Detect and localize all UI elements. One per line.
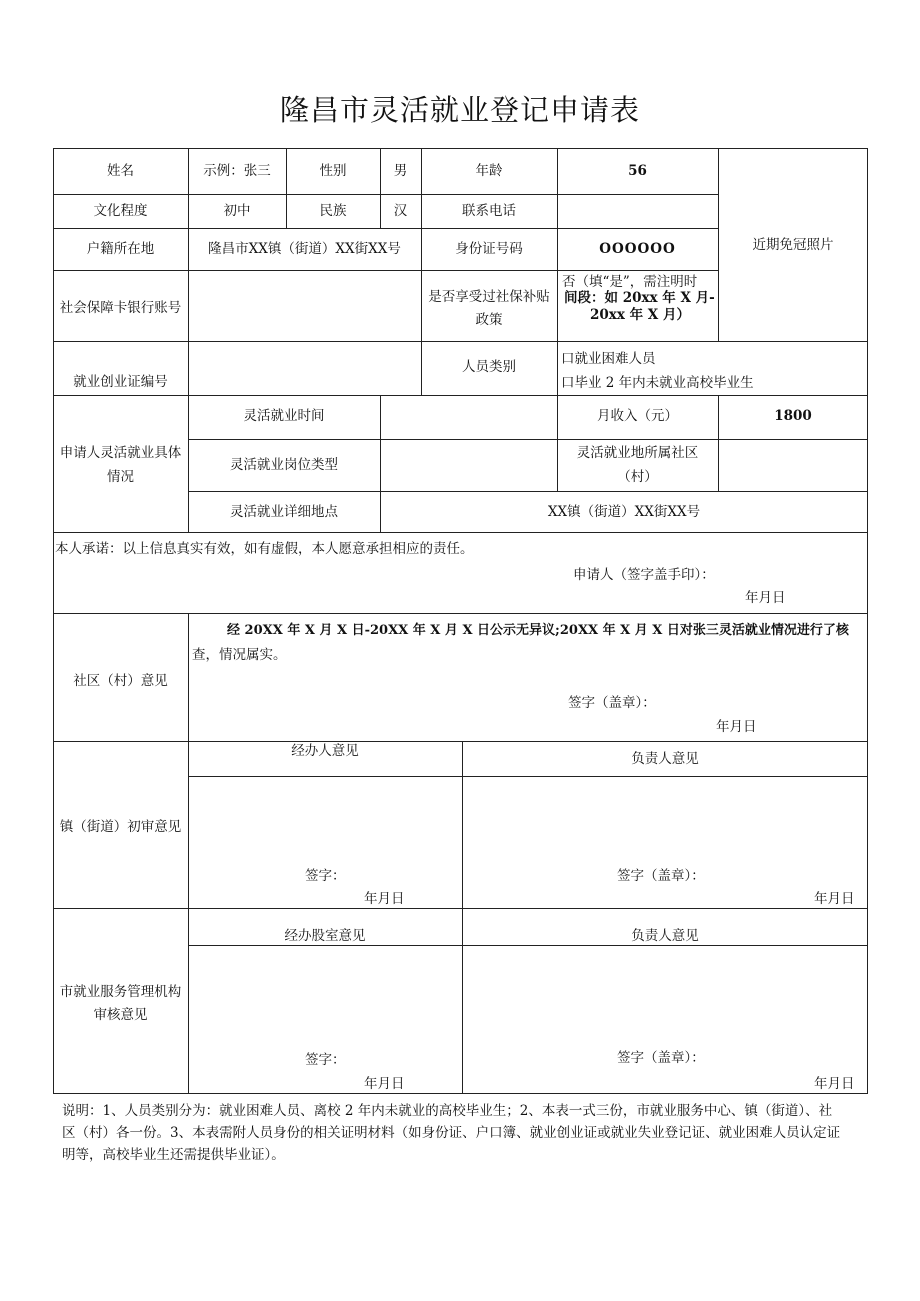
- work-address-value[interactable]: XX镇（街道）XX街XX号: [547, 504, 701, 520]
- grid-line: [53, 228, 718, 229]
- grid-line: [188, 776, 868, 777]
- subsidy-value[interactable]: 20xx 年 X 月）: [590, 307, 690, 323]
- category-option-hard-to-employ[interactable]: 口就业困难人员: [561, 351, 656, 367]
- form-notes: [62, 1100, 862, 1166]
- city-review-label: 市就业服务管理机构: [59, 984, 182, 1000]
- form-title: 隆昌市灵活就业登记申请表: [279, 93, 640, 127]
- hukou-value[interactable]: 隆昌市XX镇（街道）XX街XX号: [208, 241, 401, 257]
- grid-line: [188, 491, 868, 492]
- grid-line: [53, 341, 868, 342]
- grid-line: [188, 613, 189, 1094]
- work-address-label: 灵活就业详细地点: [230, 504, 338, 520]
- note-line: 说明：1、人员类别分为：就业困难人员、离校 2 年内未就业的高校毕业生；2、本表一式三份，市就业服务中心、镇（街道）、社: [62, 1103, 833, 1119]
- city-leader-date[interactable]: 年月日: [814, 1076, 855, 1092]
- detail-section-label: 情况: [107, 469, 134, 485]
- city-review-label: 审核意见: [93, 1007, 148, 1023]
- ethnicity-value[interactable]: 汉: [393, 203, 408, 219]
- monthly-income-value[interactable]: 1800: [774, 408, 812, 424]
- id-number-value[interactable]: OOOOOO: [599, 241, 676, 257]
- grid-line: [53, 270, 718, 271]
- detail-section-label: 申请人灵活就业具体: [59, 445, 182, 461]
- hukou-label: 户籍所在地: [86, 241, 155, 257]
- city-handler-sign[interactable]: 签字：: [305, 1052, 346, 1068]
- work-community-label: （村）: [617, 469, 658, 485]
- category-option-graduate[interactable]: 口毕业 2 年内未就业高校毕业生: [561, 375, 754, 391]
- grid-line: [53, 613, 868, 614]
- note-line: 明等，高校毕业生还需提供毕业证）。: [62, 1147, 285, 1163]
- grid-line: [462, 741, 463, 1094]
- applicant-sign-label[interactable]: 申请人（签字盖手印）：: [573, 567, 715, 583]
- grid-line: [53, 194, 718, 195]
- town-leader-sign[interactable]: 签字（盖章）：: [617, 868, 705, 884]
- name-value[interactable]: 示例：张三: [203, 163, 271, 179]
- id-number-label: 身份证号码: [455, 241, 523, 257]
- applicant-promise: 本人承诺：以上信息真实有效，如有虚假，本人愿意承担相应的责任。: [55, 541, 474, 557]
- grid-line: [557, 148, 558, 395]
- work-community-label: 灵活就业地所属社区: [576, 445, 699, 461]
- city-handler-date[interactable]: 年月日: [364, 1076, 405, 1092]
- grid-line: [53, 908, 868, 909]
- community-sign-date[interactable]: 年月日: [716, 719, 757, 735]
- age-value[interactable]: 56: [628, 163, 647, 179]
- education-value[interactable]: 初中: [223, 203, 251, 219]
- ethnicity-label: 民族: [319, 203, 347, 219]
- gender-value[interactable]: 男: [393, 163, 408, 179]
- town-handler-header: 经办人意见: [291, 743, 359, 759]
- community-sign-label[interactable]: 签字（盖章）：: [568, 695, 656, 711]
- city-leader-sign[interactable]: 签字（盖章）：: [617, 1050, 705, 1066]
- town-review-label: 镇（街道）初审意见: [59, 819, 182, 835]
- grid-line: [53, 532, 868, 533]
- city-handler-header: 经办股室意见: [284, 928, 366, 944]
- grid-line: [53, 395, 868, 396]
- subsidy-value[interactable]: 否（填“是”，需注明时: [562, 274, 698, 290]
- community-opinion-text[interactable]: 查，情况属实。: [192, 647, 287, 663]
- town-handler-sign[interactable]: 签字：: [305, 868, 346, 884]
- age-label: 年龄: [475, 163, 503, 179]
- monthly-income-label: 月收入（元）: [597, 408, 678, 424]
- name-label: 姓名: [107, 163, 134, 179]
- employment-cert-label: 就业创业证编号: [73, 374, 168, 390]
- community-opinion-text[interactable]: 经 20XX 年 X 月 X 日-20XX 年 X 月 X 日公示无异议;20XX 年 X 月 X 日对张三灵活就业情况进行了核: [227, 623, 849, 638]
- city-leader-header: 负责人意见: [631, 928, 699, 944]
- flex-time-label: 灵活就业时间: [243, 408, 325, 424]
- town-leader-date[interactable]: 年月日: [814, 891, 855, 907]
- subsidy-label: 政策: [475, 312, 503, 328]
- town-handler-date[interactable]: 年月日: [364, 891, 405, 907]
- subsidy-value[interactable]: 间段：如 20xx 年 X 月-: [564, 290, 715, 306]
- phone-label: 联系电话: [462, 203, 516, 219]
- education-label: 文化程度: [93, 203, 148, 219]
- grid-line: [188, 439, 868, 440]
- subsidy-label: 是否享受过社保补贴: [428, 289, 550, 305]
- person-category-label: 人员类别: [462, 359, 516, 375]
- town-leader-header: 负责人意见: [631, 751, 699, 767]
- note-line: 区（村）各一份。3、本表需附人员身份的相关证明材料（如身份证、户口簿、就业创业证或就业失业登记证、就业困难人员认定证: [62, 1125, 841, 1141]
- bank-account-label: 社会保障卡银行账号: [59, 300, 182, 316]
- community-opinion-label: 社区（村）意见: [73, 673, 168, 689]
- post-type-label: 灵活就业岗位类型: [230, 457, 338, 473]
- photo-placeholder[interactable]: 近期免冠照片: [752, 237, 834, 253]
- applicant-sign-date[interactable]: 年月日: [745, 590, 786, 606]
- gender-label: 性别: [319, 163, 347, 179]
